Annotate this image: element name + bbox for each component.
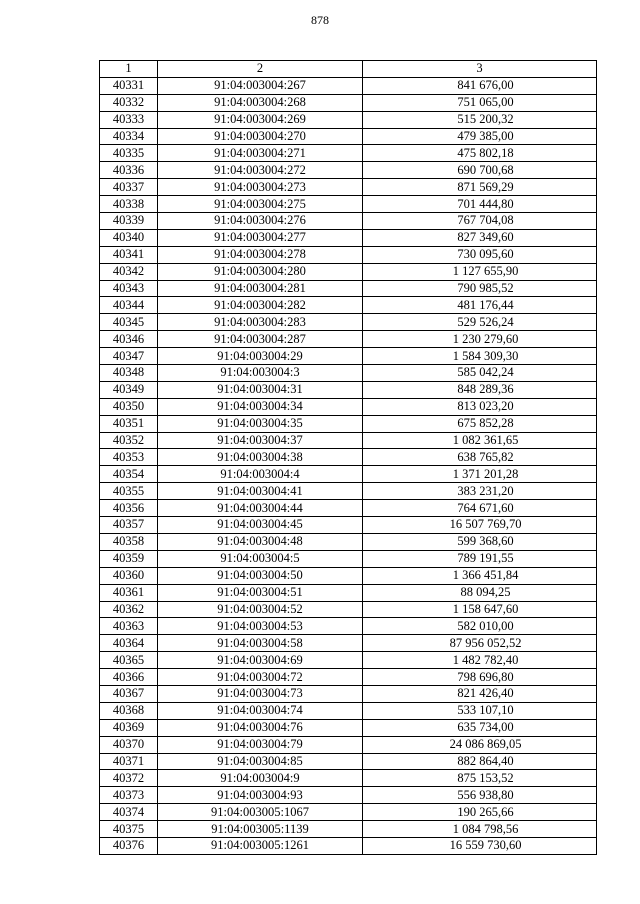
row-number-cell: 40370 (100, 736, 158, 753)
table-row (100, 432, 597, 449)
cadastral-number-cell: 91:04:003004:281 (158, 280, 363, 297)
table-row (100, 77, 597, 94)
table-row (100, 719, 597, 736)
table-row (100, 162, 597, 179)
cadastral-number-cell: 91:04:003004:45 (158, 517, 363, 534)
table-row (100, 449, 597, 466)
row-number-cell: 40351 (100, 415, 158, 432)
cadastral-number-cell: 91:04:003005:1067 (158, 804, 363, 821)
value-cell: 24 086 869,05 (363, 736, 597, 753)
value-cell: 529 526,24 (363, 314, 597, 331)
cadastral-number-cell: 91:04:003004:273 (158, 179, 363, 196)
row-number-cell: 40363 (100, 618, 158, 635)
row-number-cell: 40360 (100, 567, 158, 584)
value-cell: 479 385,00 (363, 128, 597, 145)
row-number-cell: 40339 (100, 213, 158, 230)
table-row (100, 179, 597, 196)
table-row (100, 398, 597, 415)
cadastral-number-cell: 91:04:003004:267 (158, 77, 363, 94)
table-body (100, 77, 597, 854)
value-cell: 871 569,29 (363, 179, 597, 196)
table-row (100, 348, 597, 365)
cadastral-number-cell: 91:04:003004:31 (158, 381, 363, 398)
cadastral-number-cell: 91:04:003004:76 (158, 719, 363, 736)
value-cell: 1 082 361,65 (363, 432, 597, 449)
row-number-cell: 40368 (100, 702, 158, 719)
cadastral-number-cell: 91:04:003004:268 (158, 94, 363, 111)
cadastral-number-cell: 91:04:003004:69 (158, 652, 363, 669)
value-cell: 798 696,80 (363, 669, 597, 686)
cadastral-number-cell: 91:04:003004:38 (158, 449, 363, 466)
cadastral-number-cell: 91:04:003004:73 (158, 685, 363, 702)
value-cell: 1 230 279,60 (363, 331, 597, 348)
row-number-cell: 40346 (100, 331, 158, 348)
row-number-cell: 40372 (100, 770, 158, 787)
cadastral-number-cell: 91:04:003004:29 (158, 348, 363, 365)
row-number-cell: 40353 (100, 449, 158, 466)
value-cell: 16 507 769,70 (363, 517, 597, 534)
table-row (100, 601, 597, 618)
row-number-cell: 40335 (100, 145, 158, 162)
value-cell: 767 704,08 (363, 213, 597, 230)
cadastral-number-cell: 91:04:003004:51 (158, 584, 363, 601)
table-header (100, 61, 597, 78)
value-cell: 475 802,18 (363, 145, 597, 162)
row-number-cell: 40345 (100, 314, 158, 331)
cadastral-number-cell: 91:04:003004:72 (158, 669, 363, 686)
table-row (100, 128, 597, 145)
value-cell: 848 289,36 (363, 381, 597, 398)
table-row (100, 466, 597, 483)
table-row (100, 533, 597, 550)
cadastral-number-cell: 91:04:003004:37 (158, 432, 363, 449)
row-number-cell: 40359 (100, 550, 158, 567)
row-number-cell: 40348 (100, 365, 158, 382)
table-row (100, 229, 597, 246)
row-number-cell: 40332 (100, 94, 158, 111)
row-number-cell: 40374 (100, 804, 158, 821)
row-number-cell: 40369 (100, 719, 158, 736)
row-number-cell: 40364 (100, 635, 158, 652)
value-cell: 582 010,00 (363, 618, 597, 635)
value-cell: 515 200,32 (363, 111, 597, 128)
row-number-cell: 40331 (100, 77, 158, 94)
cadastral-number-cell: 91:04:003004:278 (158, 246, 363, 263)
cadastral-number-cell: 91:04:003004:282 (158, 297, 363, 314)
value-cell: 730 095,60 (363, 246, 597, 263)
row-number-cell: 40357 (100, 517, 158, 534)
cadastral-number-cell: 91:04:003004:9 (158, 770, 363, 787)
table-row (100, 365, 597, 382)
table-row (100, 415, 597, 432)
cadastral-number-cell: 91:04:003004:58 (158, 635, 363, 652)
value-cell: 1 158 647,60 (363, 601, 597, 618)
cadastral-number-cell: 91:04:003004:52 (158, 601, 363, 618)
value-cell: 690 700,68 (363, 162, 597, 179)
row-number-cell: 40365 (100, 652, 158, 669)
cadastral-number-cell: 91:04:003004:276 (158, 213, 363, 230)
row-number-cell: 40352 (100, 432, 158, 449)
value-cell: 88 094,25 (363, 584, 597, 601)
value-cell: 635 734,00 (363, 719, 597, 736)
cadastral-number-cell: 91:04:003004:270 (158, 128, 363, 145)
table-row (100, 618, 597, 635)
table-row (100, 837, 597, 854)
value-cell: 87 956 052,52 (363, 635, 597, 652)
cadastral-number-cell: 91:04:003004:41 (158, 483, 363, 500)
value-cell: 1 584 309,30 (363, 348, 597, 365)
value-cell: 675 852,28 (363, 415, 597, 432)
value-cell: 751 065,00 (363, 94, 597, 111)
table-row (100, 297, 597, 314)
cadastral-number-cell: 91:04:003004:53 (158, 618, 363, 635)
cadastral-number-cell: 91:04:003004:271 (158, 145, 363, 162)
table-row (100, 196, 597, 213)
table-row (100, 702, 597, 719)
cadastral-number-cell: 91:04:003004:283 (158, 314, 363, 331)
row-number-cell: 40361 (100, 584, 158, 601)
cadastral-number-cell: 91:04:003004:50 (158, 567, 363, 584)
value-cell: 481 176,44 (363, 297, 597, 314)
row-number-cell: 40340 (100, 229, 158, 246)
row-number-cell: 40337 (100, 179, 158, 196)
table-row (100, 821, 597, 838)
table-row (100, 280, 597, 297)
table-row (100, 787, 597, 804)
value-cell: 701 444,80 (363, 196, 597, 213)
cadastral-number-cell: 91:04:003004:34 (158, 398, 363, 415)
header-row (100, 61, 597, 78)
table-row (100, 111, 597, 128)
table-row (100, 314, 597, 331)
cadastral-number-cell: 91:04:003004:280 (158, 263, 363, 280)
value-cell: 556 938,80 (363, 787, 597, 804)
table-row (100, 145, 597, 162)
value-cell: 1 127 655,90 (363, 263, 597, 280)
row-number-cell: 40347 (100, 348, 158, 365)
table-row (100, 652, 597, 669)
row-number-cell: 40342 (100, 263, 158, 280)
row-number-cell: 40376 (100, 837, 158, 854)
cadastral-number-cell: 91:04:003005:1261 (158, 837, 363, 854)
registry-table (99, 60, 597, 855)
table-row (100, 500, 597, 517)
page-number: 878 (311, 13, 329, 27)
cadastral-number-cell: 91:04:003004:35 (158, 415, 363, 432)
value-cell: 638 765,82 (363, 449, 597, 466)
cadastral-number-cell: 91:04:003004:272 (158, 162, 363, 179)
row-number-cell: 40371 (100, 753, 158, 770)
cadastral-number-cell: 91:04:003005:1139 (158, 821, 363, 838)
table-row (100, 94, 597, 111)
table-row (100, 770, 597, 787)
row-number-cell: 40367 (100, 685, 158, 702)
row-number-cell: 40344 (100, 297, 158, 314)
table-row (100, 685, 597, 702)
row-number-cell: 40336 (100, 162, 158, 179)
value-cell: 585 042,24 (363, 365, 597, 382)
cadastral-number-cell: 91:04:003004:48 (158, 533, 363, 550)
value-cell: 16 559 730,60 (363, 837, 597, 854)
row-number-cell: 40362 (100, 601, 158, 618)
row-number-cell: 40356 (100, 500, 158, 517)
value-cell: 1 084 798,56 (363, 821, 597, 838)
table-row (100, 246, 597, 263)
table-row (100, 804, 597, 821)
cadastral-number-cell: 91:04:003004:74 (158, 702, 363, 719)
cadastral-number-cell: 91:04:003004:44 (158, 500, 363, 517)
cadastral-number-cell: 91:04:003004:4 (158, 466, 363, 483)
cadastral-number-cell: 91:04:003004:3 (158, 365, 363, 382)
value-cell: 813 023,20 (363, 398, 597, 415)
row-number-cell: 40366 (100, 669, 158, 686)
cadastral-number-cell: 91:04:003004:5 (158, 550, 363, 567)
value-cell: 190 265,66 (363, 804, 597, 821)
value-cell: 882 864,40 (363, 753, 597, 770)
row-number-cell: 40341 (100, 246, 158, 263)
value-cell: 383 231,20 (363, 483, 597, 500)
table-row (100, 483, 597, 500)
value-cell: 841 676,00 (363, 77, 597, 94)
row-number-cell: 40354 (100, 466, 158, 483)
value-cell: 821 426,40 (363, 685, 597, 702)
row-number-cell: 40350 (100, 398, 158, 415)
table-row (100, 753, 597, 770)
value-cell: 789 191,55 (363, 550, 597, 567)
value-cell: 599 368,60 (363, 533, 597, 550)
value-cell: 1 366 451,84 (363, 567, 597, 584)
table-row (100, 736, 597, 753)
table-row (100, 331, 597, 348)
cadastral-number-cell: 91:04:003004:93 (158, 787, 363, 804)
table-row (100, 381, 597, 398)
cadastral-number-cell: 91:04:003004:277 (158, 229, 363, 246)
cadastral-number-cell: 91:04:003004:269 (158, 111, 363, 128)
table-row (100, 567, 597, 584)
value-cell: 875 153,52 (363, 770, 597, 787)
table-row (100, 213, 597, 230)
row-number-cell: 40333 (100, 111, 158, 128)
table-row (100, 584, 597, 601)
table-row (100, 517, 597, 534)
column-header-2: 2 (158, 61, 363, 78)
cadastral-number-cell: 91:04:003004:85 (158, 753, 363, 770)
row-number-cell: 40343 (100, 280, 158, 297)
value-cell: 790 985,52 (363, 280, 597, 297)
table-row (100, 550, 597, 567)
row-number-cell: 40338 (100, 196, 158, 213)
column-header-1: 1 (100, 61, 158, 78)
table-row (100, 669, 597, 686)
cadastral-number-cell: 91:04:003004:275 (158, 196, 363, 213)
table-row (100, 635, 597, 652)
value-cell: 764 671,60 (363, 500, 597, 517)
cadastral-number-cell: 91:04:003004:287 (158, 331, 363, 348)
row-number-cell: 40355 (100, 483, 158, 500)
column-header-3: 3 (363, 61, 597, 78)
row-number-cell: 40375 (100, 821, 158, 838)
value-cell: 1 482 782,40 (363, 652, 597, 669)
cadastral-number-cell: 91:04:003004:79 (158, 736, 363, 753)
row-number-cell: 40358 (100, 533, 158, 550)
value-cell: 533 107,10 (363, 702, 597, 719)
value-cell: 827 349,60 (363, 229, 597, 246)
row-number-cell: 40373 (100, 787, 158, 804)
table-row (100, 263, 597, 280)
row-number-cell: 40334 (100, 128, 158, 145)
row-number-cell: 40349 (100, 381, 158, 398)
value-cell: 1 371 201,28 (363, 466, 597, 483)
